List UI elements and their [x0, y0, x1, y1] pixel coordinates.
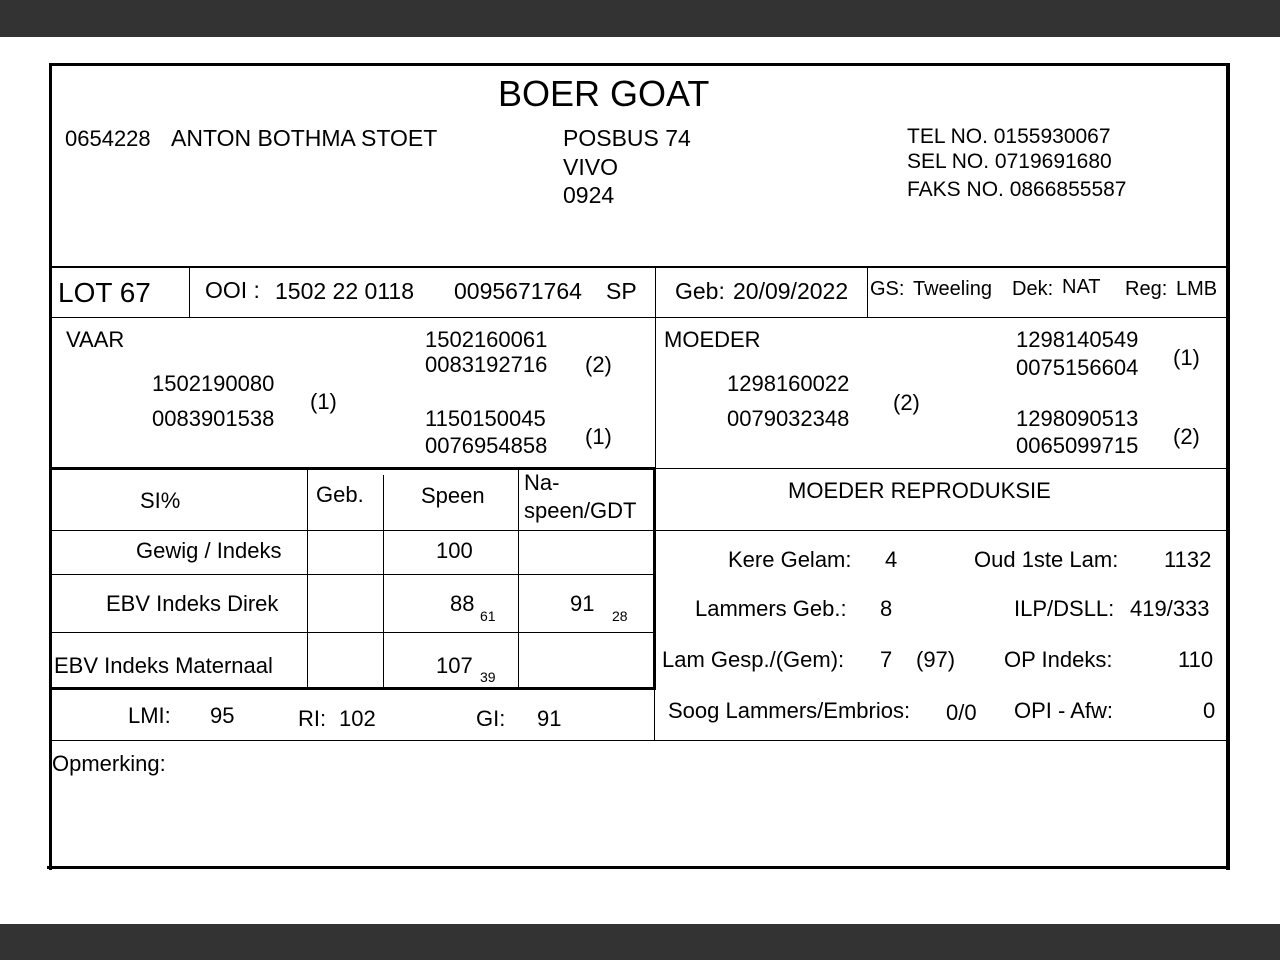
vaar-dam-id: 1150150045: [425, 406, 546, 431]
lammers-geb-value: 8: [880, 596, 893, 621]
lmi-label: LMI:: [128, 703, 171, 728]
soog-value: 0/0: [946, 700, 977, 725]
divider-si-row1: [52, 574, 654, 575]
reg-label: Reg:: [1125, 278, 1168, 300]
vaar-dam-reg: 0076954858: [425, 433, 548, 458]
card-title: BOER GOAT: [498, 73, 710, 114]
vaar-sire-reg: 0083192716: [425, 352, 548, 377]
vdiv-geb: [655, 268, 656, 318]
sel-number: SEL NO. 0719691680: [907, 150, 1112, 173]
moeder-mark: (2): [893, 390, 920, 415]
top-bar: [0, 0, 1280, 37]
moeder-sire-mark: (1): [1173, 345, 1200, 370]
vaar-reg: 0083901538: [152, 406, 275, 431]
vaar-mark: (1): [310, 389, 337, 414]
tel-number: TEL NO. 0155930067: [907, 125, 1111, 148]
lmi-value: 95: [210, 703, 235, 728]
lammers-geb-label: Lammers Geb.:: [695, 596, 847, 621]
soog-label: Soog Lammers/Embrios:: [668, 698, 911, 723]
vaar-id: 1502190080: [152, 371, 275, 396]
row-direk-naspeen: 91: [570, 591, 595, 616]
breeder-name: ANTON BOTHMA STOET: [171, 125, 438, 151]
kere-gelam-label: Kere Gelam:: [728, 547, 852, 572]
moeder-sire-id: 1298140549: [1016, 327, 1139, 352]
vaar-dam-mark: (1): [585, 424, 612, 449]
opmerking-label: Opmerking:: [52, 751, 166, 776]
vdiv-lot: [189, 268, 190, 318]
naspeen-header-line1: Na-: [524, 470, 560, 495]
bottom-bar: [0, 924, 1280, 960]
oud-1ste-lam-label: Oud 1ste Lam:: [974, 547, 1119, 572]
divider-si-header: [52, 530, 1227, 531]
ooi-grade: SP: [606, 278, 637, 304]
breeder-code: 0654228: [65, 126, 151, 151]
card-border-bottom: [47, 866, 1230, 869]
gi-label: GI:: [476, 706, 506, 731]
row-maternaal-speen: 107: [436, 653, 473, 678]
vaar-label: VAAR: [66, 327, 125, 352]
divider-si-bottom: [52, 687, 656, 690]
opi-afw-label: OPI - Afw:: [1014, 698, 1114, 723]
gi-value: 91: [537, 706, 562, 731]
oud-1ste-lam-value: 1132: [1164, 547, 1212, 572]
card-border-right: [1226, 63, 1230, 870]
vdiv-gs: [867, 268, 868, 318]
ooi-label: OOI :: [205, 277, 260, 303]
divider-header: [52, 266, 1227, 268]
row-direk-speen: 88: [450, 591, 475, 616]
moeder-sire-reg: 0075156604: [1016, 355, 1139, 380]
ooi-id: 1502 22 0118: [275, 278, 414, 304]
moeder-dam-mark: (2): [1173, 424, 1200, 449]
divider-si-row2: [52, 632, 654, 633]
reproduksie-title: MOEDER REPRODUKSIE: [788, 478, 1051, 503]
vdiv-si-3: [518, 470, 519, 688]
row-maternaal-label: EBV Indeks Maternaal: [54, 653, 273, 678]
row-direk-label: EBV Indeks Direk: [106, 591, 279, 616]
row-direk-speen-sub: 61: [480, 608, 496, 624]
moeder-reg: 0079032348: [727, 406, 850, 431]
reg-value: LMB: [1176, 278, 1218, 300]
opi-afw-value: 0: [1203, 698, 1216, 723]
address-line1: POSBUS 74: [563, 125, 691, 151]
row-gewig-label: Gewig / Indeks: [136, 538, 282, 563]
lam-gesp-gem: (97): [916, 647, 956, 672]
vdiv-si-2b: [383, 531, 384, 688]
naspeen-header-line2: speen/GDT: [524, 498, 637, 523]
lam-gesp-value: 7: [880, 647, 893, 672]
divider-pedigree: [52, 467, 656, 470]
dek-value: NAT: [1062, 276, 1101, 298]
vdiv-pedigree: [655, 318, 656, 468]
address-line2: VIVO: [563, 154, 618, 180]
moeder-id: 1298160022: [727, 371, 850, 396]
faks-number: FAKS NO. 0866855587: [907, 178, 1127, 201]
speen-header: Speen: [421, 483, 485, 508]
divider-pedigree-right: [656, 468, 1227, 469]
op-indeks-value: 110: [1178, 647, 1214, 672]
address-line3: 0924: [563, 182, 615, 208]
vdiv-si-2: [383, 475, 384, 530]
si-header: SI%: [140, 488, 181, 513]
lam-gesp-label: Lam Gesp./(Gem):: [662, 647, 845, 672]
vaar-sire-id: 1502160061: [425, 327, 548, 352]
gs-label: GS:: [870, 278, 905, 300]
vdiv-si-1: [307, 470, 308, 688]
geb-date: 20/09/2022: [733, 278, 849, 304]
op-indeks-label: OP Indeks:: [1004, 647, 1113, 672]
geb-header: Geb.: [316, 482, 364, 507]
ilp-dsll-value: 419/333: [1130, 596, 1210, 621]
geb-label: Geb:: [675, 278, 725, 304]
dek-label: Dek:: [1012, 278, 1054, 300]
card-border-top: [49, 63, 1230, 66]
ilp-dsll-label: ILP/DSLL:: [1014, 596, 1115, 621]
moeder-label: MOEDER: [664, 327, 761, 352]
moeder-dam-id: 1298090513: [1016, 406, 1139, 431]
ri-value: 102: [339, 706, 376, 731]
vdiv-si-right: [653, 468, 656, 690]
divider-lot: [52, 317, 1227, 318]
ri-label: RI:: [298, 706, 327, 731]
vdiv-lower: [654, 690, 655, 741]
kere-gelam-value: 4: [885, 547, 898, 572]
moeder-dam-reg: 0065099715: [1016, 433, 1139, 458]
vaar-sire-mark: (2): [585, 352, 612, 377]
gs-value: Tweeling: [913, 278, 992, 300]
lot-label: LOT 67: [58, 277, 151, 308]
ooi-reg: 0095671764: [454, 278, 582, 304]
row-maternaal-speen-sub: 39: [480, 669, 496, 685]
divider-indices: [52, 740, 1227, 741]
row-direk-naspeen-sub: 28: [612, 608, 628, 624]
row-gewig-speen: 100: [436, 538, 473, 563]
